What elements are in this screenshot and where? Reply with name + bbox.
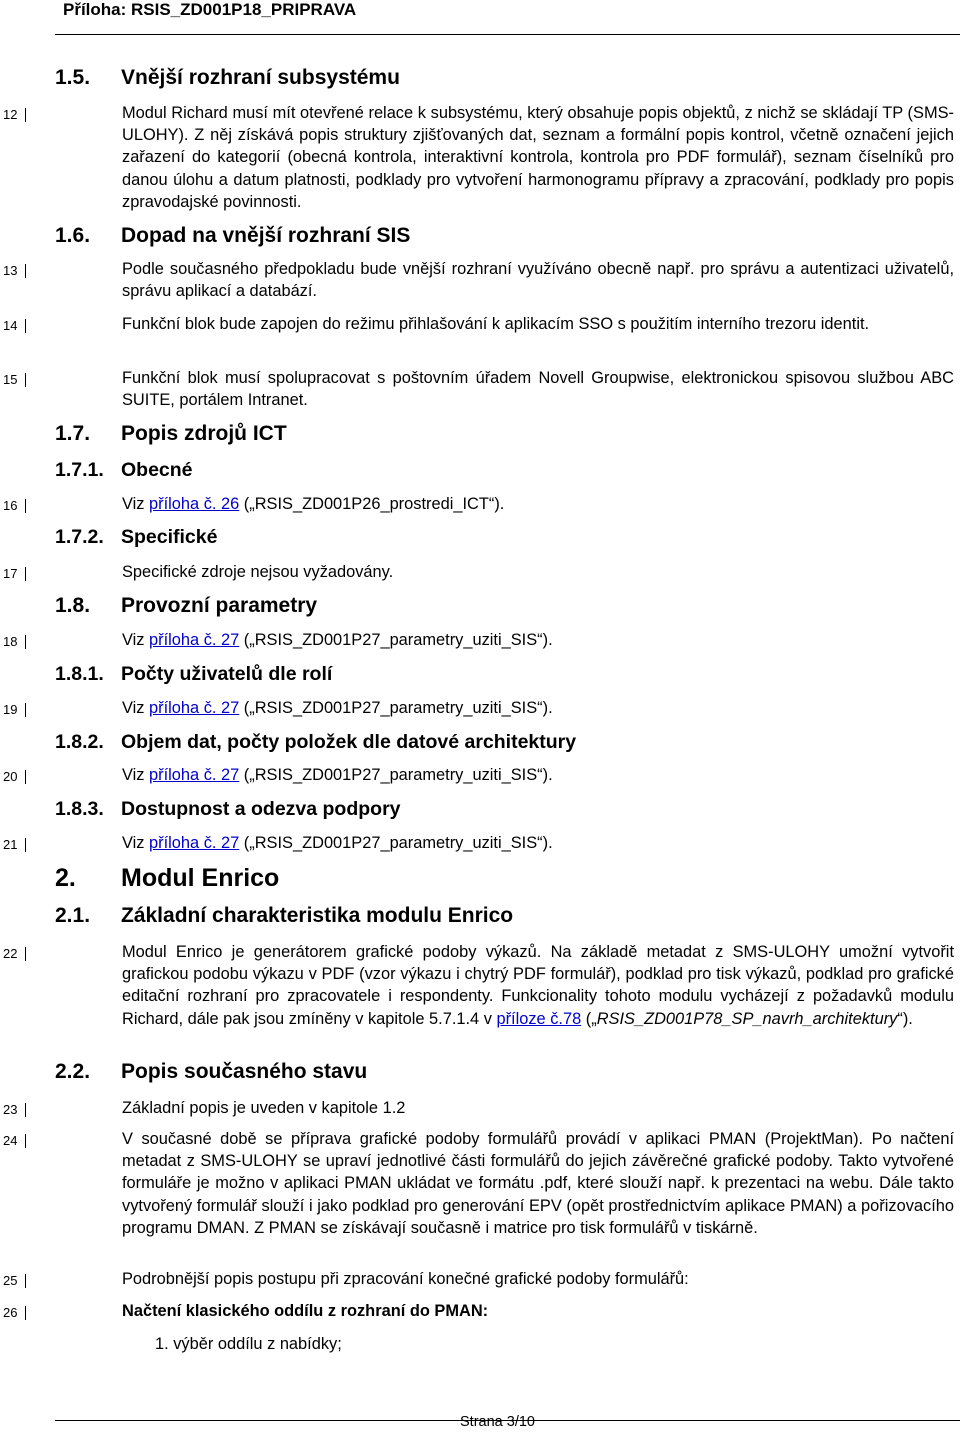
text-run: („RSIS_ZD001P27_parametry_uziti_SIS“). xyxy=(239,699,553,717)
heading-number: 1.7. xyxy=(55,422,91,445)
heading-1-8-1 xyxy=(55,663,332,686)
heading-text: Počty uživatelů dle rolí xyxy=(121,663,333,685)
line-number: 19 xyxy=(3,702,18,717)
text-run: („RSIS_ZD001P26_prostredi_ICT“). xyxy=(239,495,505,513)
paragraph-20 xyxy=(122,764,954,786)
text-run: Viz xyxy=(122,495,150,513)
attachment-link[interactable]: příloha č. 27 xyxy=(149,699,240,717)
line-number: 14 xyxy=(3,318,18,333)
heading-number: 2.2. xyxy=(55,1060,91,1083)
heading-text: Popis současného stavu xyxy=(121,1060,368,1083)
line-number: 12 xyxy=(3,107,18,122)
paragraph-16 xyxy=(122,493,954,515)
heading-text: Dopad na vnější rozhraní SIS xyxy=(121,224,411,247)
heading-text: Dostupnost a odezva podpory xyxy=(121,798,401,820)
text-run: („RSIS_ZD001P27_parametry_uziti_SIS“). xyxy=(239,766,553,784)
heading-text: Specifické xyxy=(121,526,218,548)
text-run: “). xyxy=(897,1009,913,1028)
heading-1-8-3 xyxy=(55,798,401,821)
heading-number: 1.7.1. xyxy=(55,459,104,481)
line-number: 22 xyxy=(3,946,18,961)
attachment-link[interactable]: příloha č. 27 xyxy=(149,766,240,784)
line-number: 15 xyxy=(3,372,18,387)
paragraph-12: Modul Richard musí mít otevřené relace k subsystému, který obsahuje popis objektů, z nichž se skládají TP (SMS-ULOHY). Z něj získává popis struktury zjišťovaných dat, seznam a formální popis kontrol, včetně označení jejich zařazení do kategorií (obecná kontrola, interaktivní kontrola, kontrola pro PDF formulář), seznam číselníků pro danou úlohu a datum platnosti, podklady pro vytvoření harmonogramu přípravy a zpracování, podklady pro popis zpravodajské povinnosti. xyxy=(122,104,954,211)
heading-number: 1.8.3. xyxy=(55,798,104,820)
heading-1-7-2 xyxy=(55,526,217,549)
heading-1-7-1 xyxy=(55,459,193,482)
heading-1-6 xyxy=(55,224,410,248)
attachment-link[interactable]: příloha č. 26 xyxy=(149,495,240,513)
line-number: 18 xyxy=(3,634,18,649)
text-run: Modul Enrico je generátorem grafické podoby výkazů. Na základě metadat z SMS-ULOHY umožní vytvořit grafickou podobu výkazu v PDF (vzor výkazu i chytrý PDF formulář), podklad pro tisk výkazů, podklad pro grafické editační rozhraní pro zpracovatele i respondenty. Funkcionality tohoto modulu vycházejí z požadavků modulu Richard, dále pak jsou zmíněny v kapitole 5.7.1.4 v xyxy=(122,943,954,1028)
heading-text: Obecné xyxy=(121,459,193,481)
heading-text: Objem dat, počty položek dle datové architektury xyxy=(121,731,577,753)
line-number: 17 xyxy=(3,566,18,581)
header-title: Příloha: RSIS_ZD001P18_PRIPRAVA xyxy=(63,0,357,19)
heading-1-8 xyxy=(55,594,317,618)
paragraph-19 xyxy=(122,697,954,719)
heading-number: 1.8. xyxy=(55,594,91,617)
heading-number: 1.8.2. xyxy=(55,731,104,753)
attachment-link[interactable]: příloha č. 27 xyxy=(149,631,240,649)
text-run: („ xyxy=(581,1009,597,1028)
heading-text: Modul Enrico xyxy=(121,864,280,892)
paragraph-24: V současné době se příprava grafické podoby formulářů provádí v aplikaci PMAN (ProjektMan). Po načtení metadat z SMS-ULOHY se upraví jednotlivé části formulářů do jejich závěrečné grafické podoby. Takto vytvořené formuláře je možno v aplikaci PMAN ukládat ve formátu .pdf, které slouží např. k prezentaci na webu. Dále takto vytvořený formulář slouží i jako podklad pro generování EPV (opět prostřednictvím aplikace PMAN) a pořizovacího programu DMAN. Z PMAN se získávají současně i matrice pro tisk formulářů v tiskárně. xyxy=(122,1130,954,1237)
paragraph-15: Funkční blok musí spolupracovat s poštovním úřadem Novell Groupwise, elektronickou spisovou službou ABC SUITE, portálem Intranet. xyxy=(122,369,954,410)
heading-text: Vnější rozhraní subsystému xyxy=(121,66,400,89)
line-number: 24 xyxy=(3,1133,18,1148)
heading-number: 1.5. xyxy=(55,66,91,89)
page-header xyxy=(0,0,960,40)
paragraph-14: Funkční blok bude zapojen do režimu přihlašování k aplikacím SSO s použitím interního trezoru identit. xyxy=(122,315,870,333)
text-run: Viz xyxy=(122,631,150,649)
text-run: Viz xyxy=(122,834,150,852)
heading-text: Základní charakteristika modulu Enrico xyxy=(121,904,514,927)
list-item: 1. výběr oddílu z nabídky; xyxy=(155,1335,342,1353)
header-rule xyxy=(55,34,960,35)
paragraph-18 xyxy=(122,629,954,651)
heading-text: Popis zdrojů ICT xyxy=(121,422,287,445)
heading-text: Provozní parametry xyxy=(121,594,318,617)
attachment-link[interactable]: příloha č. 27 xyxy=(149,834,240,852)
line-number: 20 xyxy=(3,769,18,784)
document-reference: RSIS_ZD001P78_SP_navrh_architektury xyxy=(596,1009,898,1028)
page-number: Strana 3/10 xyxy=(460,1414,535,1430)
heading-number: 1.6. xyxy=(55,224,91,247)
text-run: Viz xyxy=(122,699,150,717)
paragraph-13: Podle současného předpokladu bude vnější rozhraní využíváno obecně např. pro správu a autentizaci uživatelů, správu aplikací a databází. xyxy=(122,260,954,301)
paragraph-26: Načtení klasického oddílu z rozhraní do PMAN: xyxy=(122,1302,489,1320)
text-run: Viz xyxy=(122,766,150,784)
heading-number: 1.7.2. xyxy=(55,526,104,548)
line-number: 13 xyxy=(3,263,18,278)
paragraph-23: Základní popis je uveden v kapitole 1.2 xyxy=(122,1099,406,1117)
paragraph-25: Podrobnější popis postupu při zpracování konečné grafické podoby formulářů: xyxy=(122,1270,689,1288)
heading-1-7 xyxy=(55,422,287,446)
heading-1-8-2 xyxy=(55,731,576,754)
line-number: 16 xyxy=(3,498,18,513)
line-number: 25 xyxy=(3,1273,18,1288)
heading-2-1 xyxy=(55,904,513,928)
text-run: („RSIS_ZD001P27_parametry_uziti_SIS“). xyxy=(239,631,553,649)
heading-number: 2.1. xyxy=(55,904,91,927)
line-number: 23 xyxy=(3,1102,18,1117)
paragraph-22 xyxy=(122,941,954,1030)
paragraph-21 xyxy=(122,832,954,854)
line-number: 21 xyxy=(3,837,18,852)
text-run: („RSIS_ZD001P27_parametry_uziti_SIS“). xyxy=(239,834,553,852)
heading-1-5 xyxy=(55,66,400,90)
heading-number: 2. xyxy=(55,864,76,892)
heading-2 xyxy=(55,864,279,893)
paragraph-17: Specifické zdroje nejsou vyžadovány. xyxy=(122,563,394,581)
attachment-link[interactable]: příloze č.78 xyxy=(496,1009,582,1028)
line-number: 26 xyxy=(3,1305,18,1320)
heading-number: 1.8.1. xyxy=(55,663,104,685)
heading-2-2 xyxy=(55,1060,367,1084)
